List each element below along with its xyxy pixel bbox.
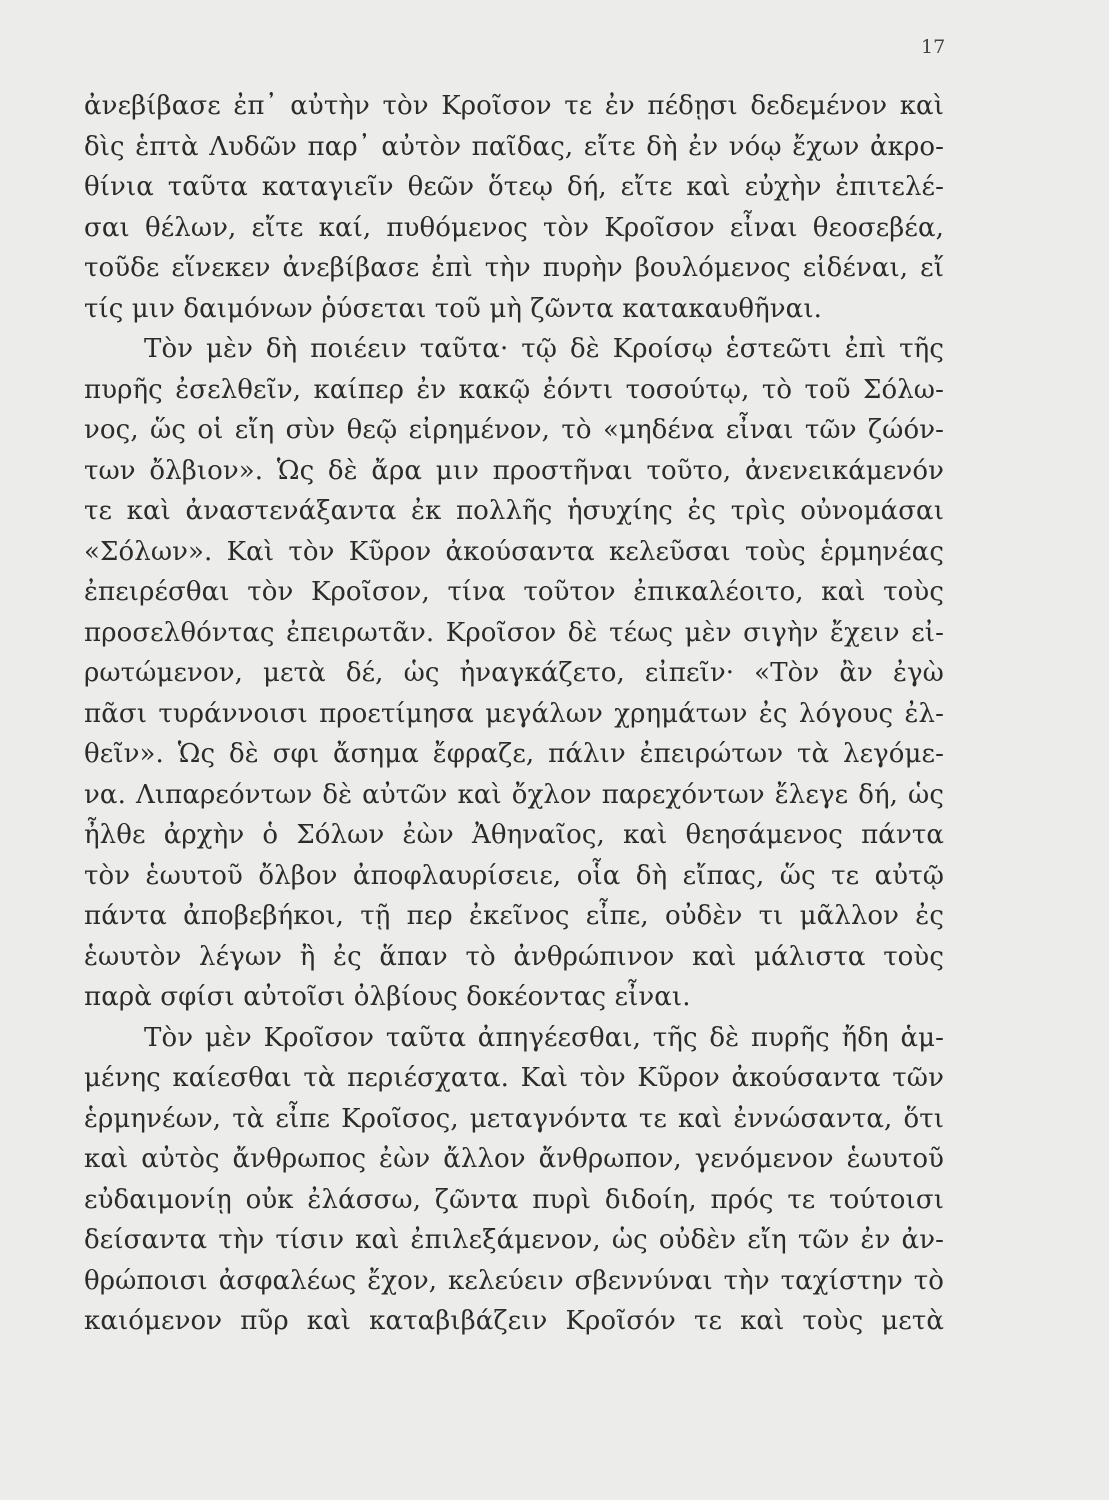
- text-line: θεῖν». Ὡς δὲ σφι ἄσημα ἔφραζε, πάλιν ἐπειρώτων τὰ λεγόμε-: [84, 739, 944, 769]
- text-line: των ὄλβιον». Ὡς δὲ ἄρα μιν προστῆναι τοῦτο, ἀνενεικάμενόν: [84, 455, 944, 486]
- text-line: νος, ὥς οἱ εἴη σὺν θεῷ εἰρημένον, τὸ «μηδένα εἶναι τῶν ζώόν-: [84, 415, 944, 445]
- text-line: ρωτώμενον, μετὰ δέ, ὡς ἠναγκάζετο, εἰπεῖν· «Τὸν ἂν ἐγὼ: [84, 658, 944, 688]
- text-line: παρὰ σφίσι αὐτοῖσι ὀλβίους δοκέοντας εἶναι.: [84, 982, 691, 1012]
- body-text: [84, 86, 944, 1342]
- text-line: πάντα ἀποβεβήκοι, τῇ περ ἐκεῖνος εἶπε, οὐδὲν τι μᾶλλον ἐς: [84, 901, 944, 931]
- text-line: να. Λιπαρεόντων δὲ αὐτῶν καὶ ὄχλον παρεχόντων ἔλεγε δή, ὡς: [84, 779, 944, 810]
- text-line: τὸν ἑωυτοῦ ὄλβον ἀποφλαυρίσειε, οἷα δὴ εἴπας, ὥς τε αὐτῷ: [84, 860, 944, 891]
- text-line: σαι θέλων, εἴτε καί, πυθόμενος τὸν Κροῖσον εἶναι θεοσεβέα,: [84, 212, 944, 243]
- text-line: μένης καίεσθαι τὰ περιέσχατα. Καὶ τὸν Κῦρον ἀκούσαντα τῶν: [84, 1063, 944, 1093]
- text-line: πυρῆς ἐσελθεῖν, καίπερ ἐν κακῷ ἐόντι τοσούτῳ, τὸ τοῦ Σόλω-: [84, 374, 944, 405]
- text-line: τοῦδε εἵνεκεν ἀνεβίβασε ἐπὶ τὴν πυρὴν βουλόμενος εἰδέναι, εἴ: [84, 253, 944, 283]
- text-line: τε καὶ ἀναστενάξαντα ἐκ πολλῆς ἡσυχίης ἐς τρὶς οὐνομάσαι: [84, 496, 944, 526]
- text-line: ἑρμηνέων, τὰ εἶπε Κροῖσος, μεταγνόντα τε καὶ ἐννώσαντα, ὅτι: [84, 1103, 944, 1134]
- text-line: ἑωυτὸν λέγων ἢ ἐς ἅπαν τὸ ἀνθρώπινον καὶ μάλιστα τοὺς: [84, 941, 944, 972]
- text-line: προσελθόντας ἐπειρωτᾶν. Κροῖσον δὲ τέως μὲν σιγὴν ἔχειν εἰ-: [84, 617, 944, 648]
- text-line: δείσαντα τὴν τίσιν καὶ ἐπιλεξάμενον, ὡς οὐδὲν εἴη τῶν ἐν ἀν-: [84, 1225, 944, 1255]
- text-line: τίς μιν δαιμόνων ῥύσεται τοῦ μὴ ζῶντα κατακαυθῆναι.: [84, 293, 822, 324]
- page-number: 17: [921, 36, 946, 58]
- text-line: θίνια ταῦτα καταγιεῖν θεῶν ὅτεῳ δή, εἴτε καὶ εὐχὴν ἐπιτελέ-: [84, 172, 944, 202]
- text-line: Τὸν μὲν δὴ ποιέειν ταῦτα· τῷ δὲ Κροίσῳ ἑστεῶτι ἐπὶ τῆς: [144, 334, 944, 364]
- text-line: Τὸν μὲν Κροῖσον ταῦτα ἀπηγέεσθαι, τῆς δὲ πυρῆς ἤδη ἁμ-: [144, 1022, 944, 1053]
- text-line: θρώποισι ἀσφαλέως ἔχον, κελεύειν σβεννύναι τὴν ταχίστην τὸ: [84, 1265, 944, 1296]
- text-line: εὐδαιμονίῃ οὐκ ἐλάσσω, ζῶντα πυρὶ διδοίη, πρός τε τούτοισι: [84, 1184, 944, 1215]
- text-line: ἦλθε ἀρχὴν ὁ Σόλων ἐὼν Ἀθηναῖος, καὶ θεησάμενος πάντα: [84, 820, 944, 850]
- text-line: «Σόλων». Καὶ τὸν Κῦρον ἀκούσαντα κελεῦσαι τοὺς ἑρμηνέας: [84, 536, 944, 567]
- text-line: ἐπειρέσθαι τὸν Κροῖσον, τίνα τοῦτον ἐπικαλέοιτο, καὶ τοὺς: [84, 577, 944, 607]
- text-line: καὶ αὐτὸς ἄνθρωπος ἐὼν ἄλλον ἄνθρωπον, γενόμενον ἑωυτοῦ: [84, 1144, 944, 1174]
- text-line: καιόμενον πῦρ καὶ καταβιβάζειν Κροῖσόν τε καὶ τοὺς μετὰ: [84, 1306, 944, 1336]
- text-line: δὶς ἑπτὰ Λυδῶν παρ᾽ αὐτὸν παῖδας, εἴτε δὴ ἐν νόῳ ἔχων ἀκρο-: [84, 131, 944, 162]
- text-line: ἀνεβίβασε ἐπ᾽ αὐτὴν τὸν Κροῖσον τε ἐν πέδῃσι δεδεμένον καὶ: [84, 91, 944, 121]
- text-line: πᾶσι τυράννοισι προετίμησα μεγάλων χρημάτων ἐς λόγους ἐλ-: [84, 698, 944, 729]
